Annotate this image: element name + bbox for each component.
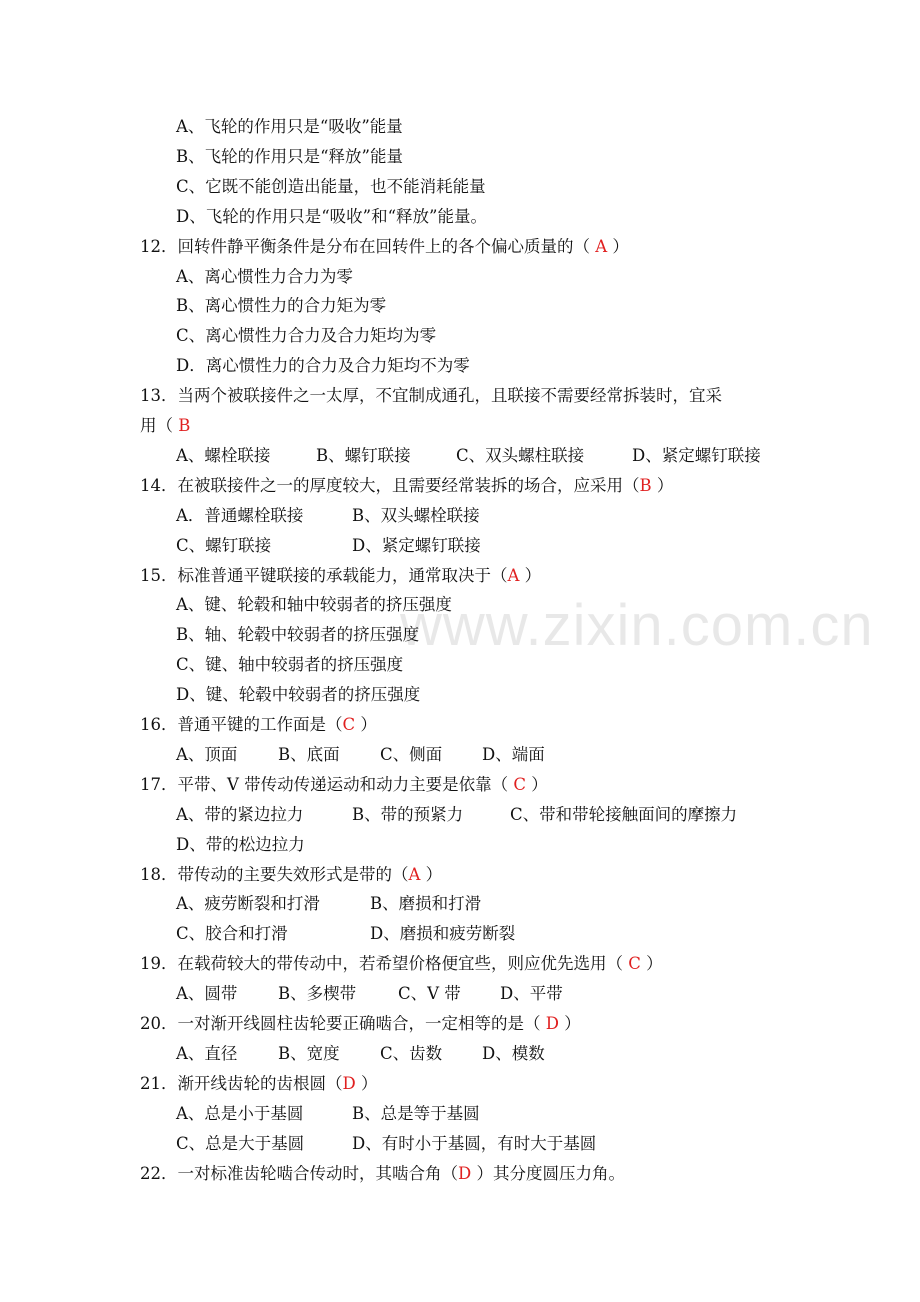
option-item: D、平带 [500, 984, 563, 1004]
option-line: D、键、轮毂中较弱者的挤压强度 [176, 685, 421, 705]
option-item: A、直径 [176, 1043, 238, 1063]
option-item: C、胶合和打滑 [176, 924, 288, 944]
option-line: B、轴、轮毂中较弱者的挤压强度 [176, 625, 420, 645]
option-item: B、带的预紧力 [352, 804, 464, 824]
option-item: D、紧定螺钉联接 [352, 535, 481, 555]
option-item: C、螺钉联接 [176, 535, 272, 555]
option-row [176, 531, 481, 561]
question-text: 13．当两个被联接件之一太厚，不宜制成通孔，且联接不需要经常拆装时，宜采 [140, 386, 722, 406]
answer-mark: C [342, 715, 356, 734]
option-row [176, 501, 480, 531]
question-text: 22．一对标准齿轮啮合传动时，其啮合角（ [140, 1163, 458, 1183]
answer-mark: A [507, 565, 520, 585]
answer-mark: B [178, 416, 191, 435]
question-text: 19．在载荷较大的带传动中，若希望价格便宜些，则应优先选用（ [140, 954, 629, 974]
option-line: B、离心惯性力的合力矩为零 [176, 296, 387, 316]
question-text-tail: ） [558, 1014, 581, 1033]
option-item: A、总是小于基圆 [176, 1103, 304, 1123]
question-line [140, 381, 722, 411]
option-item: A、螺栓联接 [176, 445, 271, 465]
question-text: 16．普通平键的工作面是（ [140, 715, 343, 734]
option-item: C、双头螺柱联接 [456, 445, 585, 465]
question-line [140, 1069, 377, 1099]
option-item: B、宽度 [278, 1043, 340, 1063]
answer-mark: B [639, 475, 652, 495]
question-text-tail: ） [355, 1073, 378, 1093]
question-line [140, 561, 541, 591]
option-item: C、齿数 [380, 1043, 443, 1063]
option-item: D、模数 [482, 1043, 545, 1063]
answer-mark: A [595, 236, 608, 256]
question-text-tail: ） [526, 774, 548, 794]
question-text-tail: ） [640, 954, 663, 974]
option-item: D、磨损和疲劳断裂 [370, 924, 516, 944]
question-text: 21．渐开线齿轮的齿根圆（ [140, 1073, 343, 1093]
option-item: B、双头螺栓联接 [352, 505, 480, 525]
question-text: 12．回转件静平衡条件是分布在回转件上的各个偏心质量的（ [140, 236, 596, 256]
option-item: A、疲劳断裂和打滑 [176, 894, 320, 914]
option-line: D、带的松边拉力 [176, 834, 305, 854]
question-line [140, 411, 190, 441]
option-item: B、总是等于基圆 [352, 1103, 480, 1123]
option-row [176, 1039, 545, 1069]
option-line: B、飞轮的作用只是“释放”能量 [176, 146, 403, 166]
option-item: C、总是大于基圆 [176, 1133, 305, 1153]
question-line [140, 232, 629, 262]
option-line: D．离心惯性力的合力及合力矩均不为零 [176, 356, 470, 376]
answer-mark: D [342, 1073, 356, 1093]
option-item: A、带的紧边拉力 [176, 804, 304, 824]
option-item: A、顶面 [176, 744, 238, 764]
question-line [140, 770, 548, 800]
option-row [176, 979, 563, 1009]
option-row [176, 919, 515, 949]
question-line [140, 471, 673, 501]
question-text-tail: ） [651, 475, 674, 495]
option-item: D、端面 [482, 744, 545, 764]
answer-mark: D [545, 1014, 559, 1033]
watermark: www.zixin.com.cn [400, 593, 874, 658]
option-line: C、键、轴中较弱者的挤压强度 [176, 655, 404, 675]
answer-mark: A [408, 864, 421, 884]
question-text: 15．标准普通平键联接的承载能力，通常取决于（ [140, 565, 508, 585]
option-row [176, 889, 481, 919]
option-item: A、圆带 [176, 984, 238, 1004]
option-item: B、多楔带 [278, 984, 357, 1004]
question-text-tail: ） [355, 715, 377, 734]
option-item: C、带和带轮接触面间的摩擦力 [510, 804, 738, 824]
question-text: 20．一对渐开线圆柱齿轮要正确啮合，一定相等的是（ [140, 1014, 546, 1033]
question-text-tail: ） [607, 236, 629, 256]
question-line [140, 1159, 625, 1189]
option-line: D、飞轮的作用只是“吸收”和“释放”能量。 [176, 206, 487, 226]
option-row [176, 800, 737, 830]
option-line: A、键、轮毂和轴中较弱者的挤压强度 [176, 595, 452, 615]
option-row [176, 1129, 596, 1159]
question-text-tail: ）其分度圆压力角。 [471, 1163, 625, 1183]
question-text: 17．平带、V 带传动传递运动和动力主要是依靠（ [140, 774, 514, 794]
option-item: D、有时小于基圆，有时大于基圆 [352, 1133, 597, 1153]
option-line: A、离心惯性力合力为零 [176, 266, 353, 286]
question-line [140, 949, 663, 979]
answer-mark: C [628, 954, 641, 974]
option-row [176, 441, 761, 471]
option-line: C、离心惯性力合力及合力矩均为零 [176, 326, 437, 346]
option-item: B、磨损和打滑 [370, 894, 482, 914]
option-item: B、螺钉联接 [316, 445, 411, 465]
question-text: 18．带传动的主要失效形式是带的（ [140, 864, 409, 884]
option-row [176, 740, 545, 770]
question-line [140, 1009, 581, 1039]
option-item: A．普通螺栓联接 [176, 505, 304, 525]
option-item: B、底面 [278, 744, 340, 764]
question-text-tail: ） [519, 565, 542, 585]
option-line: C、它既不能创造出能量，也不能消耗能量 [176, 176, 486, 196]
option-item: C、侧面 [380, 744, 443, 764]
question-text-tail: ） [420, 864, 443, 884]
question-text: 14．在被联接件之一的厚度较大，且需要经常装拆的场合，应采用（ [140, 475, 640, 495]
question-line [140, 860, 442, 890]
option-line: A、飞轮的作用只是“吸收”能量 [176, 117, 403, 136]
question-text: 用（ [140, 416, 179, 435]
option-item: D、紧定螺钉联接 [632, 445, 761, 465]
question-line [140, 710, 377, 740]
option-row [176, 1099, 480, 1129]
answer-mark: C [513, 774, 527, 794]
answer-mark: D [458, 1163, 472, 1183]
option-item: C、V 带 [398, 984, 461, 1004]
